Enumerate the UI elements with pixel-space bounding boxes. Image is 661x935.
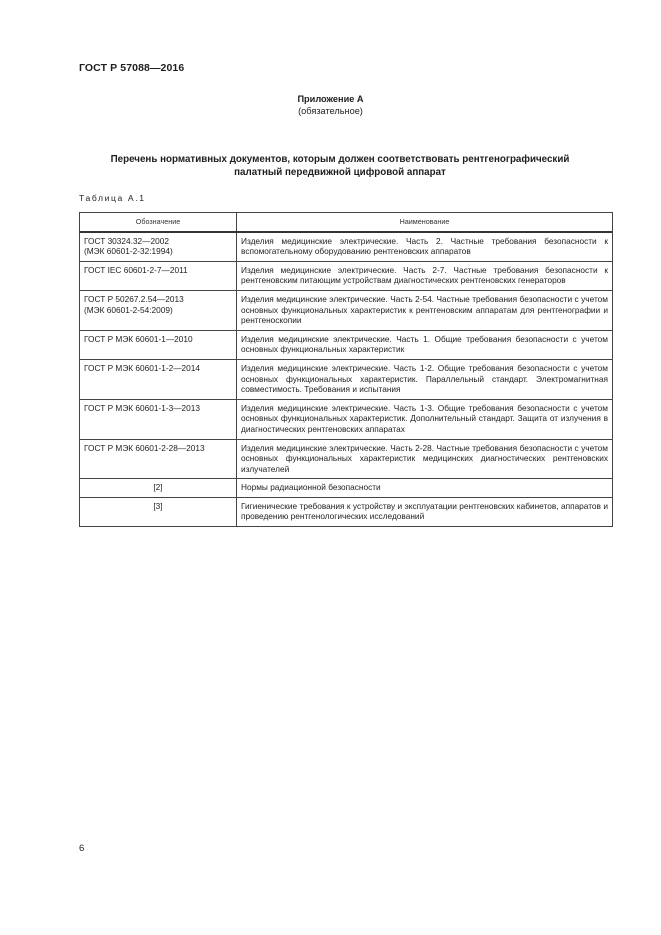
cell-designation	[80, 497, 237, 526]
appendix-subtitle: (обязательное)	[298, 106, 363, 116]
designation-line: ГОСТ Р 50267.2.54—2013	[84, 293, 184, 304]
section-heading-line: Перечень нормативных документов, которым должен соответствовать рентгенографический	[110, 154, 570, 165]
section-heading-line: палатный передвижной цифровой аппарат	[234, 167, 446, 178]
cell-name: Изделия медицинские электрические. Часть 2-54. Частные требования безопасности с учетом основных функциональных характеристик к рентгеновским аппаратам для рентгенографии и рентгеноскопии	[237, 290, 613, 330]
document-id: ГОСТ Р 57088—2016	[79, 62, 185, 74]
appendix-title-block	[0, 93, 661, 117]
cell-designation	[80, 479, 237, 498]
designation-line: (МЭК 60601-2-54:2009)	[84, 304, 173, 315]
cell-name: Изделия медицинские электрические. Часть 1-2. Общие требования безопасности с учетом основных функциональных характеристик. Параллельный стандарт. Электромагнитная совместимость. Требования и испытания	[237, 359, 613, 399]
cell-designation	[80, 290, 237, 330]
designation-line: (МЭК 60601-2-32:1994)	[84, 246, 173, 257]
cell-name: Изделия медицинские электрические. Часть 1. Общие требования безопасности с учетом основных функциональных характеристик	[237, 330, 613, 359]
designation-line: ГОСТ Р МЭК 60601-1-2—2014	[84, 362, 201, 373]
cell-designation	[80, 399, 237, 439]
table-row	[80, 290, 613, 330]
cell-name: Изделия медицинские электрические. Часть 1-3. Общие требования безопасности с учетом основных функциональных характеристик. Дополнительный стандарт. Защита от излучения в диагностических рентгеновских аппаратах	[237, 399, 613, 439]
cell-designation	[80, 232, 237, 262]
cell-designation	[80, 261, 237, 290]
table-label: Таблица А.1	[79, 193, 146, 203]
cell-name: Изделия медицинские электрические. Часть 2. Частные требования безопасности к вспомогательному оборудованию рентгеновских аппаратов	[237, 232, 613, 262]
section-heading	[70, 153, 610, 179]
table-row	[80, 439, 613, 479]
cell-designation	[80, 439, 237, 479]
table-row	[80, 399, 613, 439]
cell-name: Изделия медицинские электрические. Часть 2-7. Частные требования безопасности к рентгеновским питающим устройствам диагностических рентгеновских генераторов	[237, 261, 613, 290]
table-row	[80, 497, 613, 526]
table-header-row	[80, 213, 613, 232]
cell-name: Изделия медицинские электрические. Часть 2-28. Частные требования безопасности с учетом основных функциональных характеристик медицинских диагностических рентгеновских излучателей	[237, 439, 613, 479]
designation-line: [3]	[153, 500, 163, 511]
column-header-name: Наименование	[237, 213, 613, 232]
normative-documents-table	[79, 212, 613, 527]
designation-line: ГОСТ Р МЭК 60601-1—2010	[84, 333, 193, 344]
page-number: 6	[79, 843, 85, 854]
table-body	[80, 232, 613, 527]
designation-line: ГОСТ Р МЭК 60601-1-3—2013	[84, 402, 201, 413]
designation-line: ГОСТ 30324.32—2002	[84, 235, 169, 246]
cell-designation	[80, 359, 237, 399]
table-row	[80, 359, 613, 399]
table-row	[80, 261, 613, 290]
appendix-title: Приложение А	[297, 94, 364, 104]
column-header-designation: Обозначение	[80, 213, 237, 232]
table-row	[80, 232, 613, 262]
table-row	[80, 330, 613, 359]
cell-name: Гигиенические требования к устройству и эксплуатации рентгеновских кабинетов, аппаратов и проведению рентгенологических исследований	[237, 497, 613, 526]
cell-name: Нормы радиационной безопасности	[237, 479, 613, 498]
cell-designation	[80, 330, 237, 359]
table-row	[80, 479, 613, 498]
designation-line: ГОСТ Р МЭК 60601-2-28—2013	[84, 442, 205, 453]
designation-line: [2]	[153, 482, 163, 493]
designation-line: ГОСТ IEC 60601-2-7—2011	[84, 264, 188, 275]
